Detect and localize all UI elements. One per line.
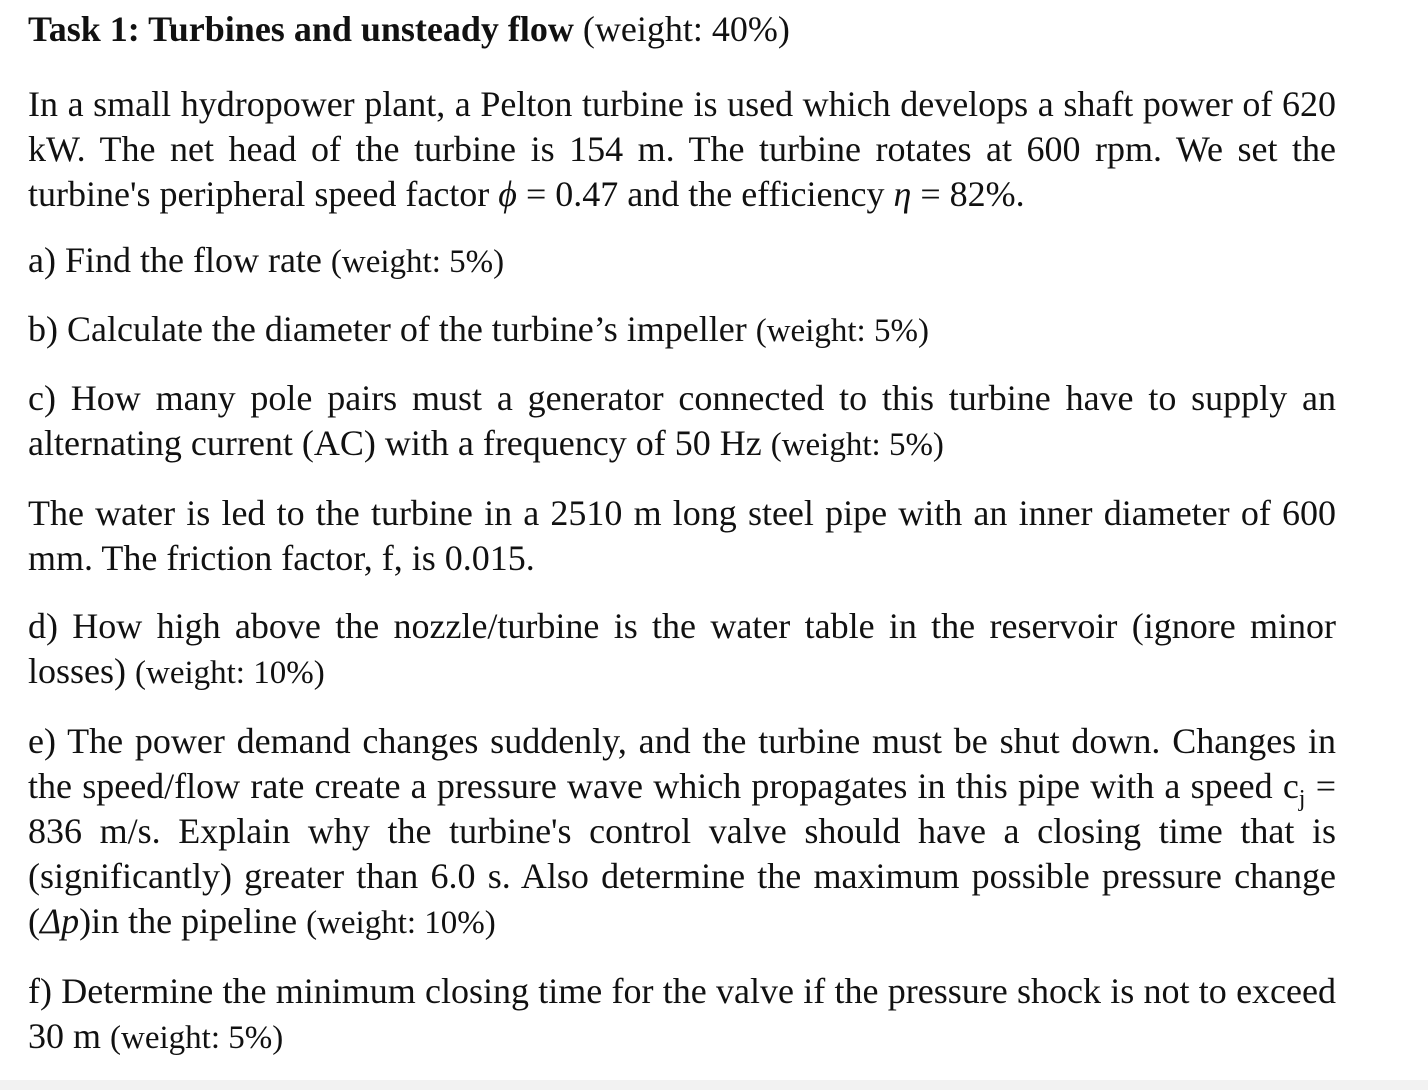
intro-text-3: = 82%. — [911, 174, 1025, 214]
question-d-text: d) How high above the nozzle/turbine is the water table in the reservoir (ignore minor losses) — [28, 606, 1336, 691]
task-title-weight: (weight: 40%) — [582, 9, 790, 49]
bottom-edge — [0, 1080, 1428, 1090]
question-e — [28, 719, 1336, 946]
document-page — [28, 6, 1336, 1061]
question-a-text: a) Find the flow rate — [28, 240, 331, 280]
question-b-weight: (weight: 5%) — [755, 313, 929, 349]
delta-p-symbol: Δp — [40, 901, 80, 941]
eta-symbol: η — [893, 174, 912, 214]
question-e-text-3: )in the pipeline — [79, 901, 307, 941]
phi-symbol: ϕ — [498, 174, 517, 214]
question-e-text-2: = 836 m/s. Explain why the turbine's control valve should have a closing time that is (significantly) greater than 6.0 s. Also determine the maximum possible pressure change ( — [28, 766, 1336, 941]
question-c-weight: (weight: 5%) — [770, 427, 944, 463]
question-d — [28, 604, 1336, 696]
question-e-text-1: e) The power demand changes suddenly, and the turbine must be shut down. Changes in the speed/flow rate create a pressure wave which propagates in this pipe with a speed c — [28, 721, 1336, 806]
question-f-weight: (weight: 5%) — [110, 1020, 284, 1056]
question-b-text: b) Calculate the diameter of the turbine’s impeller — [28, 309, 756, 349]
question-f — [28, 969, 1336, 1061]
question-d-weight: (weight: 10%) — [135, 655, 325, 691]
intro-paragraph — [28, 82, 1336, 217]
task-title-text: Task 1: Turbines and unsteady flow — [28, 9, 574, 49]
question-a-weight: (weight: 5%) — [330, 244, 505, 280]
intro-text-2: = 0.47 and the efficiency — [516, 174, 894, 214]
question-c — [28, 376, 1336, 468]
question-a — [28, 238, 1336, 285]
intro-text-1: In a small hydropower plant, a Pelton turbine is used which develops a shaft power of 620 kW. The net head of the turbine is 154 m. The turbine rotates at 600 rpm. We set the turbine's peripheral speed factor — [28, 84, 1336, 214]
wave-speed-subscript: j — [1298, 786, 1306, 813]
question-f-text: f) Determine the minimum closing time for the valve if the pressure shock is not to exceed 30 m — [28, 971, 1336, 1056]
question-b — [28, 307, 1336, 354]
question-e-weight: (weight: 10%) — [306, 905, 496, 941]
task-title — [28, 6, 1336, 52]
question-c-text: c) How many pole pairs must a generator connected to this turbine have to supply an alternating current (AC) with a frequency of 50 Hz — [28, 378, 1336, 463]
pipe-info-paragraph: The water is led to the turbine in a 2510 m long steel pipe with an inner diameter of 600 mm. The friction factor, f, is 0.015. — [28, 493, 1336, 578]
